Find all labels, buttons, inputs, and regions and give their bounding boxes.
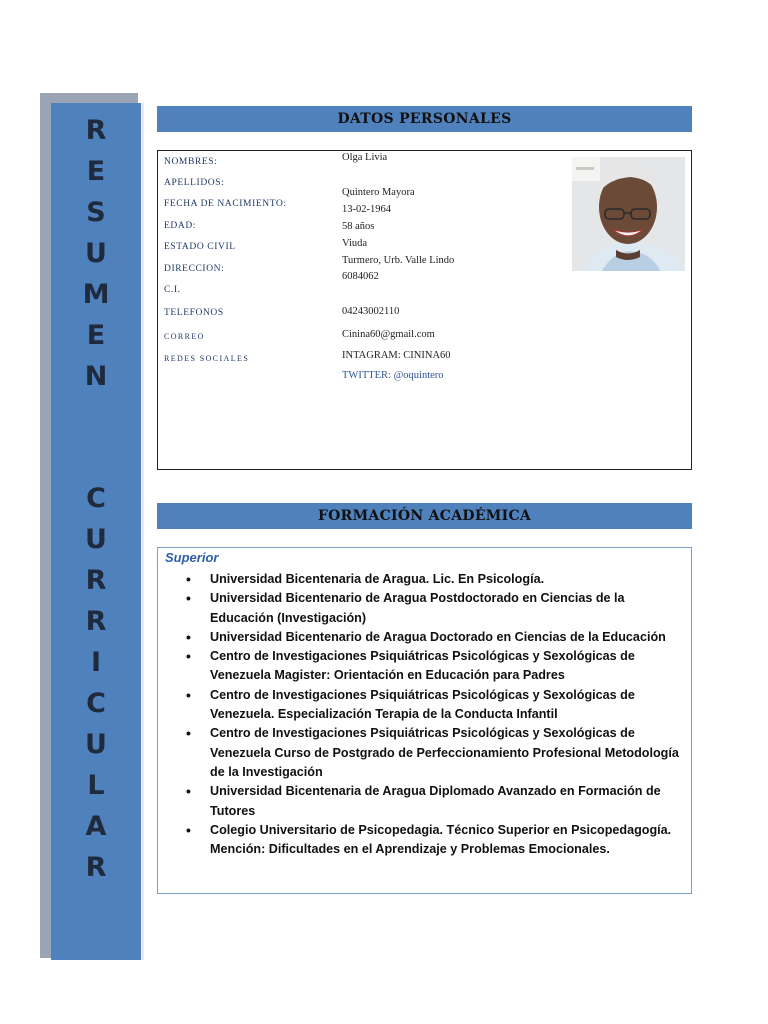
- academic-item: • Universidad Bicentenario de Aragua Doctorado en Ciencias de la Educación: [158, 628, 688, 647]
- label-redes-sociales: REDES SOCIALES: [164, 354, 250, 363]
- value-correo: Cinina60@gmail.com: [342, 329, 435, 340]
- label-edad: EDAD:: [164, 221, 197, 231]
- value-nombres: Olga Livia: [342, 152, 388, 163]
- label-ci: C.I.: [164, 285, 181, 295]
- academic-item: • Centro de Investigaciones Psiquiátricas Psicológicas y Sexológicas de Venezuela Magister: Orientación en Educación para Padres: [158, 647, 688, 686]
- academic-item: • Colegio Universitario de Psicopedagia. Técnico Superior en Psicopedagogía. Mención: Dificultades en el Aprendizaje y Problemas Emocionales.: [158, 821, 688, 860]
- side-letter: R: [85, 852, 107, 883]
- side-letter: I: [90, 647, 102, 678]
- value-estado-civil: Viuda: [342, 238, 368, 249]
- profile-photo-image: [572, 157, 685, 271]
- value-fecha-nacimiento: 13-02-1964: [342, 204, 391, 215]
- side-letter: A: [85, 811, 107, 842]
- academic-subtitle: Superior: [165, 550, 219, 565]
- personal-data-header: [157, 106, 692, 132]
- academic-title: FORMACIÓN ACADÉMICA: [317, 508, 532, 524]
- academic-list: [158, 570, 688, 859]
- academic-header: [157, 503, 692, 529]
- value-twitter: TWITTER: @oquintero: [342, 370, 444, 381]
- side-letter: M: [82, 279, 110, 310]
- label-estado-civil: ESTADO CIVIL: [164, 242, 236, 252]
- academic-item: • Universidad Bicentenario de Aragua Postdoctorado en Ciencias de la Educación (Investigación): [158, 589, 688, 628]
- side-letter: C: [86, 688, 106, 719]
- side-letter: R: [85, 606, 107, 637]
- side-letter: R: [85, 565, 107, 596]
- value-apellidos: Quintero Mayora: [342, 187, 415, 198]
- academic-item: • Universidad Bicentenaria de Aragua Diplomado Avanzado en Formación de Tutores: [158, 782, 688, 821]
- side-letter: C: [86, 483, 106, 514]
- side-letter: R: [85, 115, 107, 146]
- side-letter: S: [86, 197, 106, 228]
- value-edad: 58 años: [342, 221, 375, 232]
- label-nombres: NOMBRES:: [164, 157, 218, 167]
- label-correo: CORREO: [164, 332, 205, 341]
- side-letter: U: [85, 238, 107, 269]
- academic-item: • Universidad Bicentenaria de Aragua. Lic. En Psicología.: [158, 570, 688, 589]
- label-direccion: DIRECCION:: [164, 264, 225, 274]
- academic-item: • Centro de Investigaciones Psiquiátricas Psicológicas y Sexológicas de Venezuela. Especialización Terapia de la Conducta Infantil: [158, 686, 688, 725]
- value-telefonos: 04243002110: [342, 306, 400, 317]
- value-redes-sociales: INTAGRAM: CININA60: [342, 350, 451, 361]
- value-ci: 6084062: [342, 271, 379, 282]
- academic-item: • Centro de Investigaciones Psiquiátricas Psicológicas y Sexológicas de Venezuela Curso de Postgrado de Perfeccionamiento Profesional Metodología de la Investigación: [158, 724, 688, 782]
- personal-data-box: [157, 150, 692, 470]
- side-letter: N: [84, 361, 108, 392]
- side-letter: L: [87, 770, 105, 801]
- value-direccion: Turmero, Urb. Valle Lindo: [342, 255, 455, 266]
- label-fecha-nacimiento: FECHA DE NACIMIENTO:: [164, 199, 287, 209]
- academic-box: [157, 547, 692, 894]
- profile-photo: [572, 157, 685, 271]
- label-apellidos: APELLIDOS:: [164, 178, 225, 188]
- personal-data-title: DATOS PERSONALES: [337, 111, 512, 127]
- label-telefonos: TELEFONOS: [164, 308, 224, 318]
- side-banner: [51, 103, 144, 960]
- side-letter: E: [86, 320, 106, 351]
- side-letter: U: [85, 524, 107, 555]
- side-letter: E: [86, 156, 106, 187]
- side-letter: U: [85, 729, 107, 760]
